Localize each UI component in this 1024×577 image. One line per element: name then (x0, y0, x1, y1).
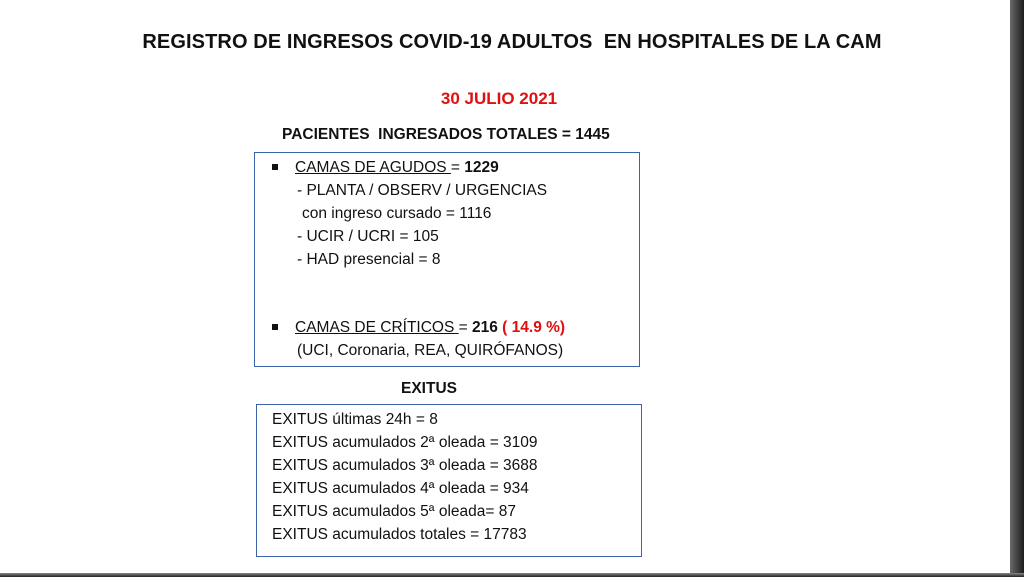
critical-beds-eq: = (458, 319, 472, 336)
exitus-line: EXITUS acumulados 4ª oleada = 934 (272, 480, 529, 497)
exitus-line: EXITUS acumulados 2ª oleada = 3109 (272, 434, 538, 451)
acute-detail-line: - PLANTA / OBSERV / URGENCIAS (297, 182, 548, 199)
window-edge-bottom (0, 573, 1024, 577)
critical-beds-label: CAMAS DE CRÍTICOS (295, 319, 459, 336)
acute-beds-label: CAMAS DE AGUDOS (295, 159, 451, 176)
critical-beds-line (295, 318, 565, 338)
critical-beds-value: 216 (472, 319, 498, 336)
acute-detail-line: - UCIR / UCRI = 105 (297, 228, 439, 245)
acute-beds-line (295, 158, 499, 178)
bullet-icon (272, 164, 278, 170)
document-title: REGISTRO DE INGRESOS COVID-19 ADULTOS EN HOSPITALES DE LA CAM (142, 31, 882, 53)
critical-beds-detail: (UCI, Coronaria, REA, QUIRÓFANOS) (297, 342, 564, 359)
exitus-line: EXITUS acumulados totales = 17783 (272, 526, 527, 543)
exitus-line: EXITUS acumulados 5ª oleada= 87 (272, 503, 516, 520)
critical-beds-percent: ( 14.9 %) (497, 319, 566, 336)
acute-detail-line: con ingreso cursado = 1116 (302, 205, 492, 222)
exitus-heading: EXITUS (401, 380, 457, 397)
exitus-line: EXITUS últimas 24h = 8 (272, 411, 438, 428)
acute-beds-eq: = (450, 159, 465, 176)
report-date: 30 JULIO 2021 (440, 89, 558, 108)
acute-beds-value: 1229 (464, 159, 499, 176)
exitus-line: EXITUS acumulados 3ª oleada = 3688 (272, 457, 538, 474)
window-edge-right (1010, 0, 1024, 577)
acute-detail-line: - HAD presencial = 8 (297, 251, 441, 268)
bullet-icon (272, 324, 278, 330)
total-patients: PACIENTES INGRESADOS TOTALES = 1445 (282, 126, 610, 143)
